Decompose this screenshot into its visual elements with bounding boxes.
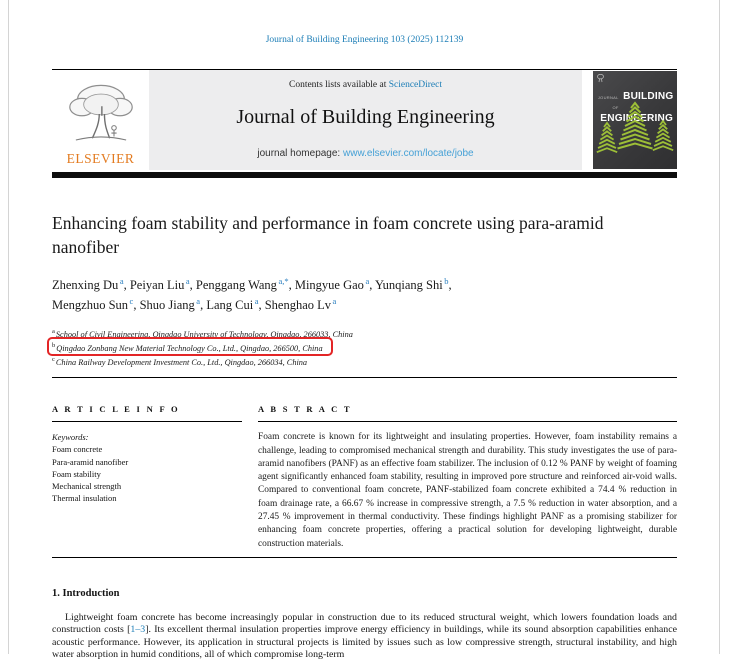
elsevier-wordmark: ELSEVIER — [66, 151, 135, 166]
author-name: Lang Cui — [206, 298, 254, 313]
author-affiliation-link[interactable]: c — [129, 296, 134, 307]
author-separator: , — [448, 278, 452, 293]
author-separator: , — [369, 278, 376, 293]
sciencedirect-link[interactable]: ScienceDirect — [388, 80, 442, 90]
affiliation-marker: a — [52, 328, 55, 336]
author-name: Mengzhuo Sun — [52, 298, 129, 313]
author-affiliation-link[interactable]: a — [185, 276, 190, 286]
keyword-item: Mechanical strength — [52, 481, 122, 492]
author-separator: , — [189, 278, 196, 293]
page-left-edge — [8, 0, 9, 654]
article-info-column — [52, 404, 242, 551]
affiliation-line-c — [52, 354, 677, 368]
author-affiliation-link[interactable]: a — [365, 276, 370, 286]
author-affiliation-link[interactable]: a — [119, 276, 124, 286]
contents-lists-text: Contents lists available at — [288, 80, 389, 90]
author-separator: , — [133, 298, 140, 313]
keyword-item: Foam concrete — [52, 444, 103, 455]
journal-cover[interactable] — [593, 71, 677, 169]
abstract-header: A B S T R A C T — [258, 404, 677, 422]
author-affiliation-link[interactable]: a,* — [278, 276, 289, 286]
keyword-item: Para-aramid nanofiber — [52, 456, 129, 467]
author-affiliation-link[interactable]: b — [444, 276, 449, 286]
contents-lists-line — [149, 80, 582, 90]
divider-rule — [52, 557, 677, 558]
author-separator: , — [288, 278, 295, 293]
affiliation-line-b — [52, 340, 677, 354]
author-separator: , — [123, 278, 130, 293]
affiliation-line-a — [52, 326, 677, 340]
author-separator: , — [258, 298, 265, 313]
author-name: Shuo Jiang — [139, 298, 195, 313]
affiliation-text: China Railway Development Investment Co., Ltd., Qingdao, 266034, China — [55, 358, 308, 368]
intro-text: ]. Its excellent thermal insulation properties improve energy efficiency in buildings, while its sound absorption capabilities enhance acoustic performance. However, its application in structural projects is limited by issues such as low compressive strength, structural instability, and high water absorption in humid conditions, all of which compromise long-term — [52, 624, 677, 661]
cover-title-line2: ENGINEERING — [600, 112, 673, 124]
elsevier-tree-icon — [62, 78, 140, 150]
pdf-page — [52, 0, 677, 662]
keyword-item: Thermal insulation — [52, 493, 117, 504]
intro-paragraph — [52, 612, 677, 662]
author-affiliation-link[interactable]: a — [196, 296, 201, 307]
affiliation-marker: c — [52, 356, 55, 364]
author-affiliation-link[interactable]: a — [254, 296, 259, 307]
affiliation-marker: b — [52, 342, 56, 350]
journal-title: Journal of Building Engineering — [236, 106, 495, 128]
banner-bottom-rule — [52, 172, 677, 178]
abstract-column — [258, 404, 677, 551]
journal-header-banner — [52, 69, 677, 170]
elsevier-logo[interactable] — [52, 70, 149, 170]
cover-cell — [582, 70, 677, 170]
affiliation-text: School of Civil Engineering, Qingdao University of Technology, Qingdao, 266033, China — [55, 330, 353, 340]
article-title: Enhancing foam stability and performance in foam concrete using para-aramid nanofiber — [52, 213, 604, 257]
info-abstract-grid — [52, 404, 677, 551]
cover-journal-of: JOURNAL OF — [597, 95, 619, 110]
affiliations-block — [52, 326, 677, 368]
author-name: Penggang Wang — [195, 278, 277, 293]
author-separator: , — [200, 298, 207, 313]
author-name: Shenghao Lv — [264, 298, 332, 313]
cover-title-line1: BUILDING — [622, 90, 673, 102]
homepage-line — [149, 148, 582, 159]
keywords-label: Keywords: — [52, 432, 89, 443]
reference-link[interactable]: 1–3 — [130, 624, 146, 636]
divider-rule — [52, 377, 677, 378]
author-affiliation-link[interactable]: a — [332, 296, 337, 307]
keywords-block — [52, 431, 242, 504]
author-name: Mingyue Gao — [294, 278, 364, 293]
author-name: Peiyan Liu — [129, 278, 185, 293]
article-info-header: A R T I C L E I N F O — [52, 404, 242, 422]
cover-trees-icon — [593, 71, 677, 169]
page-right-edge — [719, 0, 720, 654]
author-name: Yunqiang Shi — [375, 278, 443, 293]
intro-text: Lightweight foam concrete has become increasingly popular in construction due to its reduced structural weight, which lowers foundation loads and construction costs [ — [52, 611, 677, 636]
author-name: Zhenxing Du — [52, 278, 119, 293]
affiliation-text: Qingdao Zonbang New Material Technology Co., Ltd., Qingdao, 266500, China — [56, 344, 323, 354]
abstract-text: Foam concrete is known for its lightweight and insulating properties. However, foam instability remains a challenge, leading to compromised mechanical strength and durability. This study investigates the use of para-aramid nanofibers (PANF) as an effective foam stabilizer. The inclusion of 0.12 % PANF by weight of foaming agent significantly enhanced foam stability, resulting in improved pore structure and reinforced air-void walls. Compared to conventional foam concrete, PANF-stabilized foam concrete exhibited a 74.4 % reduction in foam drainage rate, a 66.67 % increase in compressive strength, a 7.5 % reduction in water absorption, and a 27.45 % improvement in thermal conductivity. These findings highlight PANF as a promising stabilizer for enhancing foam concrete properties, offering a practical solution for developing lightweight, durable construction materials. — [258, 432, 677, 549]
authors-line — [52, 273, 677, 313]
homepage-label: journal homepage: — [257, 148, 343, 159]
intro-heading: 1. Introduction — [52, 587, 120, 599]
journal-citation-link[interactable]: Journal of Building Engineering 103 (2025) 112139 — [265, 35, 464, 45]
keyword-item: Foam stability — [52, 468, 101, 479]
banner-center-panel — [149, 70, 582, 170]
homepage-link[interactable]: www.elsevier.com/locate/jobe — [343, 148, 474, 159]
